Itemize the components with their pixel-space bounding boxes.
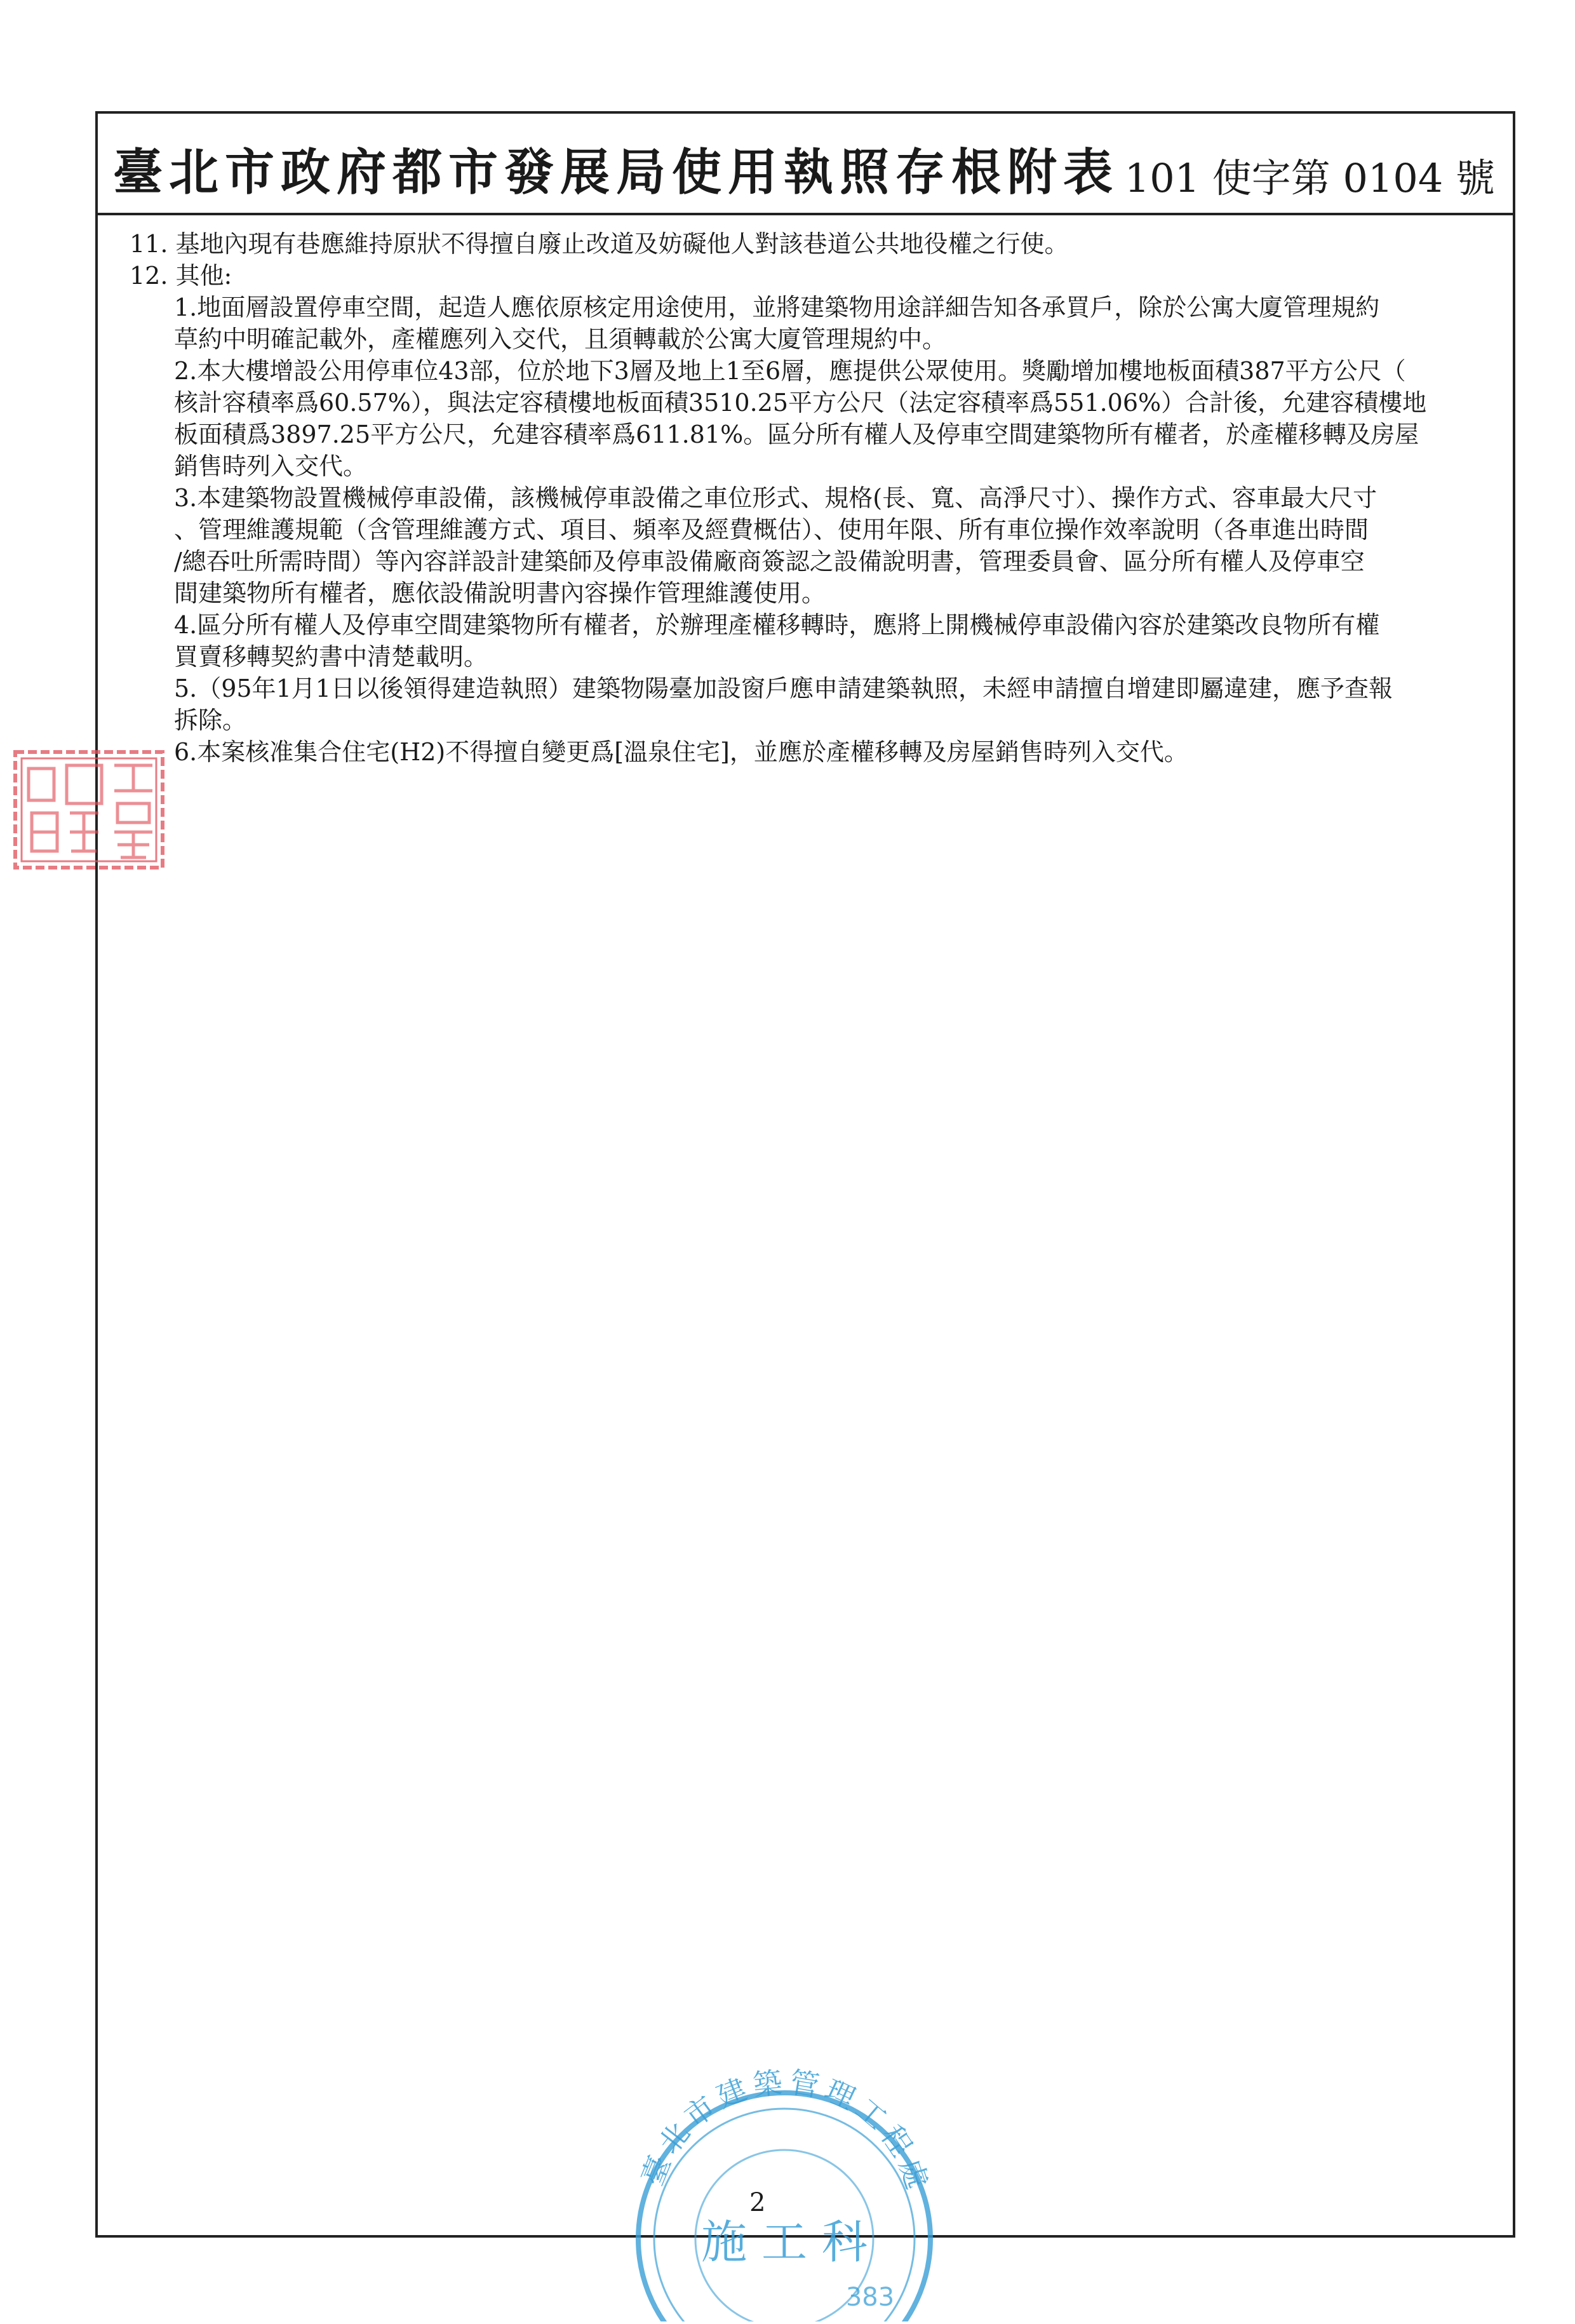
page-number: 2 (749, 2188, 766, 2217)
document-body (130, 228, 1489, 768)
subitem-4 (174, 609, 1489, 673)
subitem-line: 草約中明確記載外，產權應列入交代，且須轉載於公寓大廈管理規約中。 (174, 325, 947, 353)
seal-bottom-text: 383 (845, 2283, 895, 2312)
document-header (98, 114, 1513, 215)
subitem-3 (174, 482, 1489, 609)
seal-arc-text: 臺北市建築管理工程處 (634, 2064, 936, 2198)
subitem-line: 2.本大樓增設公用停車位43部，位於地下3層及地上1至6層，應提供公眾使用。獎勵增加樓地板面積387平方公尺（ (174, 357, 1406, 385)
seal-graphic (619, 2055, 949, 2321)
subitem-line: 核計容積率爲60.57%），與法定容積樓地板面積3510.25平方公尺（法定容積率爲551.06%）合計後，允建容積樓地 (174, 389, 1427, 417)
subitem-2 (174, 355, 1489, 482)
subitem-line: 、管理維護規範（含管理維護方式、項目、頻率及經費概估）、使用年限、所有車位操作效率說明（各車進出時間 (174, 516, 1369, 544)
subitem-line: 板面積爲3897.25平方公尺，允建容積率爲611.81%。區分所有權人及停車空間建築物所有權者，於產權移轉及房屋 (174, 420, 1419, 448)
subitem-list (174, 292, 1489, 768)
red-stamp-graphic (13, 749, 165, 870)
subitem-line: 4.區分所有權人及停車空間建築物所有權者，於辦理產權移轉時，應將上開機械停車設備內容於建築改良物所有權 (174, 611, 1380, 639)
permit-number: 101 使字第 0104 號 (1124, 155, 1495, 201)
subitem-line: 間建築物所有權者，應依設備說明書內容操作管理維護使用。 (174, 579, 826, 607)
subitem-1 (174, 292, 1489, 355)
red-official-stamp (13, 749, 165, 870)
subitem-line: 買賣移轉契約書中清楚載明。 (174, 643, 488, 671)
subitem-line: 1.地面層設置停車空間，起造人應依原核定用途使用，並將建築物用途詳細告知各承買戶，除於公寓大廈管理規約 (174, 293, 1380, 321)
subitem-line: /總吞吐所需時間）等內容詳設計建築師及停車設備廠商簽認之設備說明書，管理委員會、區分所有權人及停車空 (174, 547, 1365, 575)
document-frame (95, 111, 1515, 2238)
subitem-line: 5.（95年1月1日以後領得建造執照）建築物陽臺加設窗戶應申請建築執照，未經申請擅自增建即屬違建，應予查報 (174, 675, 1393, 702)
seal-center-text: 施 工 科 (701, 2215, 868, 2269)
item-12: 12. 其他: (130, 262, 232, 290)
document-title: 臺北市政府都市發展局使用執照存根附表 (113, 144, 1120, 201)
subitem-line: 拆除。 (174, 706, 247, 734)
subitem-5 (174, 673, 1489, 736)
svg-text:臺北市建築管理工程處 (635, 2065, 936, 2198)
item-11: 11. 基地內現有巷應維持原狀不得擅自廢止改道及妨礙他人對該巷道公共地役權之行使。 (130, 230, 1069, 258)
subitem-line: 3.本建築物設置機械停車設備，該機械停車設備之車位形式、規格(長、寬、高淨尺寸）、操作方式、容車最大尺寸 (174, 484, 1377, 512)
subitem-line: 6.本案核准集合住宅(H2)不得擅自變更爲[溫泉住宅]，並應於產權移轉及房屋銷售時列入交代。 (174, 738, 1188, 766)
subitem-6 (174, 736, 1489, 768)
subitem-line: 銷售時列入交代。 (174, 452, 368, 480)
blue-circular-seal (619, 2055, 949, 2321)
